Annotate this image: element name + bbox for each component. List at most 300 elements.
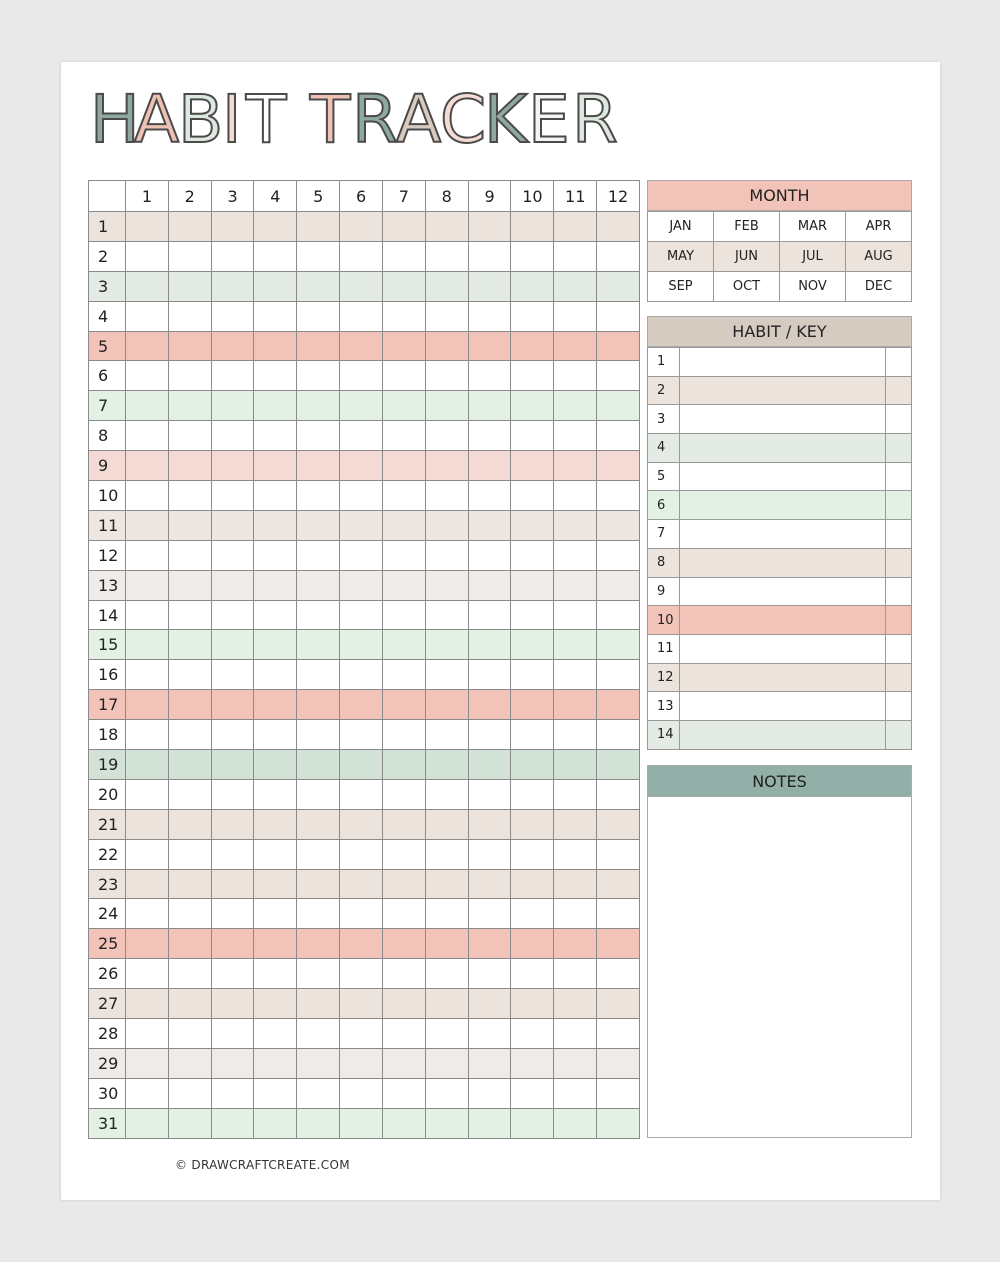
- tracker-cell[interactable]: [511, 600, 554, 630]
- tracker-cell[interactable]: [468, 391, 511, 421]
- tracker-cell[interactable]: [340, 750, 383, 780]
- tracker-cell[interactable]: [425, 690, 468, 720]
- month-option[interactable]: APR: [846, 212, 912, 242]
- tracker-cell[interactable]: [126, 660, 169, 690]
- tracker-cell[interactable]: [382, 1078, 425, 1108]
- month-option[interactable]: MAY: [648, 242, 714, 272]
- tracker-cell[interactable]: [211, 1108, 254, 1138]
- tracker-cell[interactable]: [211, 779, 254, 809]
- tracker-cell[interactable]: [425, 929, 468, 959]
- tracker-cell[interactable]: [468, 839, 511, 869]
- tracker-cell[interactable]: [297, 720, 340, 750]
- tracker-cell[interactable]: [597, 1019, 640, 1049]
- tracker-cell[interactable]: [254, 929, 297, 959]
- tracker-cell[interactable]: [511, 331, 554, 361]
- tracker-cell[interactable]: [468, 899, 511, 929]
- tracker-cell[interactable]: [425, 271, 468, 301]
- tracker-cell[interactable]: [211, 600, 254, 630]
- tracker-cell[interactable]: [254, 451, 297, 481]
- tracker-cell[interactable]: [382, 869, 425, 899]
- tracker-cell[interactable]: [211, 540, 254, 570]
- habit-name-field[interactable]: [680, 663, 886, 692]
- tracker-cell[interactable]: [554, 750, 597, 780]
- tracker-cell[interactable]: [297, 869, 340, 899]
- tracker-cell[interactable]: [597, 510, 640, 540]
- tracker-cell[interactable]: [254, 421, 297, 451]
- habit-key-field[interactable]: [886, 462, 912, 491]
- tracker-cell[interactable]: [254, 241, 297, 271]
- tracker-cell[interactable]: [297, 989, 340, 1019]
- tracker-cell[interactable]: [425, 451, 468, 481]
- tracker-cell[interactable]: [468, 241, 511, 271]
- tracker-cell[interactable]: [468, 1078, 511, 1108]
- tracker-cell[interactable]: [254, 361, 297, 391]
- tracker-cell[interactable]: [554, 570, 597, 600]
- tracker-cell[interactable]: [382, 331, 425, 361]
- tracker-cell[interactable]: [382, 600, 425, 630]
- tracker-cell[interactable]: [126, 959, 169, 989]
- habit-key-field[interactable]: [886, 577, 912, 606]
- tracker-cell[interactable]: [597, 720, 640, 750]
- tracker-cell[interactable]: [168, 540, 211, 570]
- tracker-cell[interactable]: [597, 809, 640, 839]
- tracker-cell[interactable]: [468, 570, 511, 600]
- tracker-cell[interactable]: [254, 869, 297, 899]
- habit-name-field[interactable]: [680, 692, 886, 721]
- tracker-cell[interactable]: [382, 929, 425, 959]
- tracker-cell[interactable]: [511, 540, 554, 570]
- tracker-cell[interactable]: [425, 720, 468, 750]
- tracker-cell[interactable]: [126, 1019, 169, 1049]
- habit-name-field[interactable]: [680, 520, 886, 549]
- tracker-cell[interactable]: [297, 271, 340, 301]
- tracker-cell[interactable]: [340, 1019, 383, 1049]
- tracker-cell[interactable]: [468, 869, 511, 899]
- tracker-cell[interactable]: [511, 630, 554, 660]
- tracker-cell[interactable]: [554, 510, 597, 540]
- tracker-cell[interactable]: [511, 421, 554, 451]
- tracker-cell[interactable]: [340, 779, 383, 809]
- tracker-cell[interactable]: [425, 899, 468, 929]
- tracker-cell[interactable]: [126, 361, 169, 391]
- tracker-cell[interactable]: [382, 1019, 425, 1049]
- tracker-cell[interactable]: [597, 959, 640, 989]
- month-option[interactable]: DEC: [846, 272, 912, 302]
- tracker-cell[interactable]: [340, 391, 383, 421]
- tracker-cell[interactable]: [597, 1048, 640, 1078]
- tracker-cell[interactable]: [211, 630, 254, 660]
- tracker-cell[interactable]: [554, 989, 597, 1019]
- tracker-cell[interactable]: [126, 421, 169, 451]
- tracker-cell[interactable]: [597, 750, 640, 780]
- tracker-cell[interactable]: [425, 331, 468, 361]
- tracker-cell[interactable]: [211, 271, 254, 301]
- tracker-cell[interactable]: [254, 779, 297, 809]
- tracker-cell[interactable]: [297, 241, 340, 271]
- tracker-cell[interactable]: [382, 301, 425, 331]
- tracker-cell[interactable]: [468, 451, 511, 481]
- tracker-cell[interactable]: [168, 959, 211, 989]
- tracker-cell[interactable]: [382, 959, 425, 989]
- tracker-cell[interactable]: [297, 959, 340, 989]
- tracker-cell[interactable]: [340, 1078, 383, 1108]
- tracker-cell[interactable]: [511, 720, 554, 750]
- tracker-cell[interactable]: [597, 421, 640, 451]
- tracker-cell[interactable]: [468, 809, 511, 839]
- month-option[interactable]: SEP: [648, 272, 714, 302]
- tracker-cell[interactable]: [254, 540, 297, 570]
- habit-key-field[interactable]: [886, 520, 912, 549]
- tracker-cell[interactable]: [254, 271, 297, 301]
- tracker-cell[interactable]: [297, 899, 340, 929]
- tracker-cell[interactable]: [554, 959, 597, 989]
- tracker-cell[interactable]: [597, 331, 640, 361]
- tracker-cell[interactable]: [211, 959, 254, 989]
- tracker-cell[interactable]: [126, 989, 169, 1019]
- tracker-cell[interactable]: [597, 271, 640, 301]
- habit-name-field[interactable]: [680, 577, 886, 606]
- habit-key-field[interactable]: [886, 663, 912, 692]
- tracker-cell[interactable]: [554, 421, 597, 451]
- tracker-cell[interactable]: [511, 1108, 554, 1138]
- habit-key-field[interactable]: [886, 348, 912, 377]
- tracker-cell[interactable]: [297, 809, 340, 839]
- tracker-cell[interactable]: [425, 959, 468, 989]
- tracker-cell[interactable]: [340, 301, 383, 331]
- tracker-cell[interactable]: [425, 600, 468, 630]
- tracker-cell[interactable]: [382, 839, 425, 869]
- tracker-cell[interactable]: [597, 869, 640, 899]
- tracker-cell[interactable]: [425, 510, 468, 540]
- tracker-cell[interactable]: [126, 301, 169, 331]
- tracker-cell[interactable]: [168, 660, 211, 690]
- tracker-cell[interactable]: [254, 1078, 297, 1108]
- tracker-cell[interactable]: [511, 510, 554, 540]
- tracker-cell[interactable]: [382, 271, 425, 301]
- tracker-cell[interactable]: [340, 510, 383, 540]
- tracker-cell[interactable]: [597, 481, 640, 511]
- habit-key-field[interactable]: [886, 606, 912, 635]
- tracker-cell[interactable]: [126, 839, 169, 869]
- tracker-cell[interactable]: [340, 570, 383, 600]
- tracker-cell[interactable]: [425, 481, 468, 511]
- tracker-cell[interactable]: [554, 660, 597, 690]
- tracker-cell[interactable]: [168, 720, 211, 750]
- tracker-cell[interactable]: [297, 570, 340, 600]
- habit-name-field[interactable]: [680, 548, 886, 577]
- tracker-cell[interactable]: [425, 630, 468, 660]
- tracker-cell[interactable]: [297, 540, 340, 570]
- tracker-cell[interactable]: [511, 391, 554, 421]
- tracker-cell[interactable]: [297, 331, 340, 361]
- tracker-cell[interactable]: [382, 540, 425, 570]
- tracker-cell[interactable]: [382, 361, 425, 391]
- tracker-cell[interactable]: [468, 630, 511, 660]
- tracker-cell[interactable]: [168, 510, 211, 540]
- habit-key-field[interactable]: [886, 548, 912, 577]
- tracker-cell[interactable]: [168, 869, 211, 899]
- tracker-cell[interactable]: [297, 1078, 340, 1108]
- habit-key-field[interactable]: [886, 405, 912, 434]
- tracker-cell[interactable]: [382, 989, 425, 1019]
- tracker-cell[interactable]: [554, 540, 597, 570]
- tracker-cell[interactable]: [254, 660, 297, 690]
- tracker-cell[interactable]: [126, 451, 169, 481]
- tracker-cell[interactable]: [511, 899, 554, 929]
- tracker-cell[interactable]: [425, 391, 468, 421]
- tracker-cell[interactable]: [554, 301, 597, 331]
- tracker-cell[interactable]: [254, 809, 297, 839]
- tracker-cell[interactable]: [126, 1048, 169, 1078]
- month-option[interactable]: OCT: [714, 272, 780, 302]
- tracker-cell[interactable]: [211, 301, 254, 331]
- tracker-cell[interactable]: [254, 750, 297, 780]
- tracker-cell[interactable]: [254, 989, 297, 1019]
- tracker-cell[interactable]: [126, 540, 169, 570]
- tracker-cell[interactable]: [211, 1078, 254, 1108]
- tracker-cell[interactable]: [554, 212, 597, 242]
- tracker-cell[interactable]: [382, 690, 425, 720]
- tracker-cell[interactable]: [425, 241, 468, 271]
- tracker-cell[interactable]: [597, 361, 640, 391]
- tracker-cell[interactable]: [168, 989, 211, 1019]
- tracker-cell[interactable]: [211, 481, 254, 511]
- tracker-cell[interactable]: [297, 660, 340, 690]
- tracker-cell[interactable]: [126, 750, 169, 780]
- tracker-cell[interactable]: [382, 779, 425, 809]
- tracker-cell[interactable]: [554, 630, 597, 660]
- tracker-cell[interactable]: [554, 241, 597, 271]
- tracker-cell[interactable]: [168, 331, 211, 361]
- tracker-cell[interactable]: [211, 869, 254, 899]
- tracker-cell[interactable]: [211, 929, 254, 959]
- tracker-cell[interactable]: [468, 1048, 511, 1078]
- tracker-cell[interactable]: [297, 361, 340, 391]
- tracker-cell[interactable]: [168, 779, 211, 809]
- tracker-cell[interactable]: [211, 899, 254, 929]
- tracker-cell[interactable]: [297, 421, 340, 451]
- tracker-cell[interactable]: [340, 600, 383, 630]
- tracker-cell[interactable]: [425, 540, 468, 570]
- tracker-cell[interactable]: [297, 630, 340, 660]
- tracker-cell[interactable]: [554, 779, 597, 809]
- tracker-cell[interactable]: [254, 212, 297, 242]
- tracker-cell[interactable]: [254, 1108, 297, 1138]
- tracker-cell[interactable]: [168, 391, 211, 421]
- tracker-cell[interactable]: [211, 212, 254, 242]
- tracker-cell[interactable]: [597, 212, 640, 242]
- tracker-cell[interactable]: [297, 481, 340, 511]
- habit-key-field[interactable]: [886, 376, 912, 405]
- tracker-cell[interactable]: [254, 690, 297, 720]
- tracker-cell[interactable]: [597, 660, 640, 690]
- tracker-cell[interactable]: [597, 1078, 640, 1108]
- tracker-cell[interactable]: [340, 451, 383, 481]
- tracker-cell[interactable]: [340, 839, 383, 869]
- tracker-cell[interactable]: [211, 989, 254, 1019]
- tracker-cell[interactable]: [554, 361, 597, 391]
- tracker-cell[interactable]: [340, 212, 383, 242]
- tracker-cell[interactable]: [554, 839, 597, 869]
- tracker-cell[interactable]: [597, 630, 640, 660]
- tracker-cell[interactable]: [468, 331, 511, 361]
- tracker-cell[interactable]: [554, 391, 597, 421]
- tracker-cell[interactable]: [340, 660, 383, 690]
- tracker-cell[interactable]: [211, 720, 254, 750]
- tracker-cell[interactable]: [597, 899, 640, 929]
- tracker-cell[interactable]: [126, 570, 169, 600]
- tracker-cell[interactable]: [211, 1048, 254, 1078]
- tracker-cell[interactable]: [340, 331, 383, 361]
- tracker-cell[interactable]: [511, 660, 554, 690]
- tracker-cell[interactable]: [382, 481, 425, 511]
- tracker-cell[interactable]: [511, 989, 554, 1019]
- tracker-cell[interactable]: [340, 481, 383, 511]
- tracker-cell[interactable]: [468, 212, 511, 242]
- tracker-cell[interactable]: [382, 451, 425, 481]
- tracker-cell[interactable]: [297, 929, 340, 959]
- tracker-cell[interactable]: [597, 540, 640, 570]
- tracker-cell[interactable]: [597, 391, 640, 421]
- tracker-cell[interactable]: [211, 421, 254, 451]
- tracker-cell[interactable]: [554, 690, 597, 720]
- tracker-cell[interactable]: [425, 421, 468, 451]
- tracker-cell[interactable]: [554, 1019, 597, 1049]
- tracker-cell[interactable]: [254, 1048, 297, 1078]
- tracker-cell[interactable]: [297, 391, 340, 421]
- tracker-cell[interactable]: [297, 600, 340, 630]
- tracker-cell[interactable]: [597, 779, 640, 809]
- tracker-cell[interactable]: [168, 301, 211, 331]
- tracker-cell[interactable]: [382, 241, 425, 271]
- tracker-cell[interactable]: [382, 809, 425, 839]
- tracker-cell[interactable]: [254, 600, 297, 630]
- tracker-cell[interactable]: [597, 570, 640, 600]
- tracker-cell[interactable]: [425, 570, 468, 600]
- tracker-cell[interactable]: [126, 481, 169, 511]
- tracker-cell[interactable]: [425, 779, 468, 809]
- tracker-cell[interactable]: [468, 510, 511, 540]
- tracker-cell[interactable]: [425, 1108, 468, 1138]
- habit-name-field[interactable]: [680, 491, 886, 520]
- tracker-cell[interactable]: [254, 510, 297, 540]
- tracker-cell[interactable]: [126, 720, 169, 750]
- tracker-cell[interactable]: [511, 301, 554, 331]
- tracker-cell[interactable]: [254, 481, 297, 511]
- tracker-cell[interactable]: [168, 212, 211, 242]
- tracker-cell[interactable]: [168, 1108, 211, 1138]
- tracker-cell[interactable]: [126, 241, 169, 271]
- tracker-cell[interactable]: [511, 212, 554, 242]
- tracker-cell[interactable]: [126, 809, 169, 839]
- tracker-cell[interactable]: [597, 600, 640, 630]
- tracker-cell[interactable]: [168, 421, 211, 451]
- month-option[interactable]: NOV: [780, 272, 846, 302]
- tracker-cell[interactable]: [425, 839, 468, 869]
- tracker-cell[interactable]: [511, 779, 554, 809]
- tracker-cell[interactable]: [340, 540, 383, 570]
- tracker-cell[interactable]: [382, 1108, 425, 1138]
- habit-key-field[interactable]: [886, 634, 912, 663]
- habit-name-field[interactable]: [680, 462, 886, 491]
- tracker-cell[interactable]: [168, 899, 211, 929]
- tracker-cell[interactable]: [382, 570, 425, 600]
- tracker-cell[interactable]: [126, 1108, 169, 1138]
- tracker-cell[interactable]: [425, 212, 468, 242]
- tracker-cell[interactable]: [425, 301, 468, 331]
- tracker-cell[interactable]: [468, 481, 511, 511]
- tracker-cell[interactable]: [597, 301, 640, 331]
- tracker-cell[interactable]: [340, 1048, 383, 1078]
- tracker-cell[interactable]: [254, 301, 297, 331]
- tracker-cell[interactable]: [597, 839, 640, 869]
- tracker-cell[interactable]: [554, 720, 597, 750]
- tracker-cell[interactable]: [511, 690, 554, 720]
- tracker-cell[interactable]: [340, 809, 383, 839]
- month-option[interactable]: JAN: [648, 212, 714, 242]
- tracker-cell[interactable]: [340, 241, 383, 271]
- tracker-cell[interactable]: [554, 1108, 597, 1138]
- tracker-cell[interactable]: [468, 779, 511, 809]
- tracker-cell[interactable]: [511, 1019, 554, 1049]
- tracker-cell[interactable]: [511, 809, 554, 839]
- tracker-cell[interactable]: [168, 241, 211, 271]
- tracker-cell[interactable]: [425, 660, 468, 690]
- tracker-cell[interactable]: [468, 660, 511, 690]
- habit-name-field[interactable]: [680, 606, 886, 635]
- tracker-cell[interactable]: [211, 361, 254, 391]
- tracker-cell[interactable]: [554, 899, 597, 929]
- tracker-cell[interactable]: [168, 1048, 211, 1078]
- tracker-cell[interactable]: [468, 720, 511, 750]
- tracker-cell[interactable]: [425, 1078, 468, 1108]
- tracker-cell[interactable]: [211, 809, 254, 839]
- tracker-cell[interactable]: [511, 451, 554, 481]
- tracker-cell[interactable]: [168, 361, 211, 391]
- tracker-cell[interactable]: [126, 929, 169, 959]
- tracker-cell[interactable]: [126, 331, 169, 361]
- tracker-cell[interactable]: [211, 391, 254, 421]
- tracker-cell[interactable]: [382, 630, 425, 660]
- tracker-cell[interactable]: [297, 1048, 340, 1078]
- tracker-cell[interactable]: [168, 1078, 211, 1108]
- tracker-cell[interactable]: [468, 959, 511, 989]
- tracker-cell[interactable]: [554, 331, 597, 361]
- tracker-cell[interactable]: [126, 212, 169, 242]
- habit-key-field[interactable]: [886, 692, 912, 721]
- tracker-cell[interactable]: [511, 241, 554, 271]
- tracker-cell[interactable]: [340, 690, 383, 720]
- tracker-cell[interactable]: [511, 1078, 554, 1108]
- tracker-cell[interactable]: [597, 1108, 640, 1138]
- tracker-cell[interactable]: [340, 1108, 383, 1138]
- tracker-cell[interactable]: [382, 750, 425, 780]
- tracker-cell[interactable]: [297, 839, 340, 869]
- habit-name-field[interactable]: [680, 634, 886, 663]
- tracker-cell[interactable]: [340, 959, 383, 989]
- tracker-cell[interactable]: [468, 600, 511, 630]
- tracker-cell[interactable]: [468, 421, 511, 451]
- tracker-cell[interactable]: [340, 899, 383, 929]
- tracker-cell[interactable]: [382, 212, 425, 242]
- tracker-cell[interactable]: [554, 1048, 597, 1078]
- tracker-cell[interactable]: [597, 929, 640, 959]
- tracker-cell[interactable]: [297, 510, 340, 540]
- tracker-cell[interactable]: [168, 690, 211, 720]
- habit-key-field[interactable]: [886, 491, 912, 520]
- habit-name-field[interactable]: [680, 434, 886, 463]
- habit-name-field[interactable]: [680, 405, 886, 434]
